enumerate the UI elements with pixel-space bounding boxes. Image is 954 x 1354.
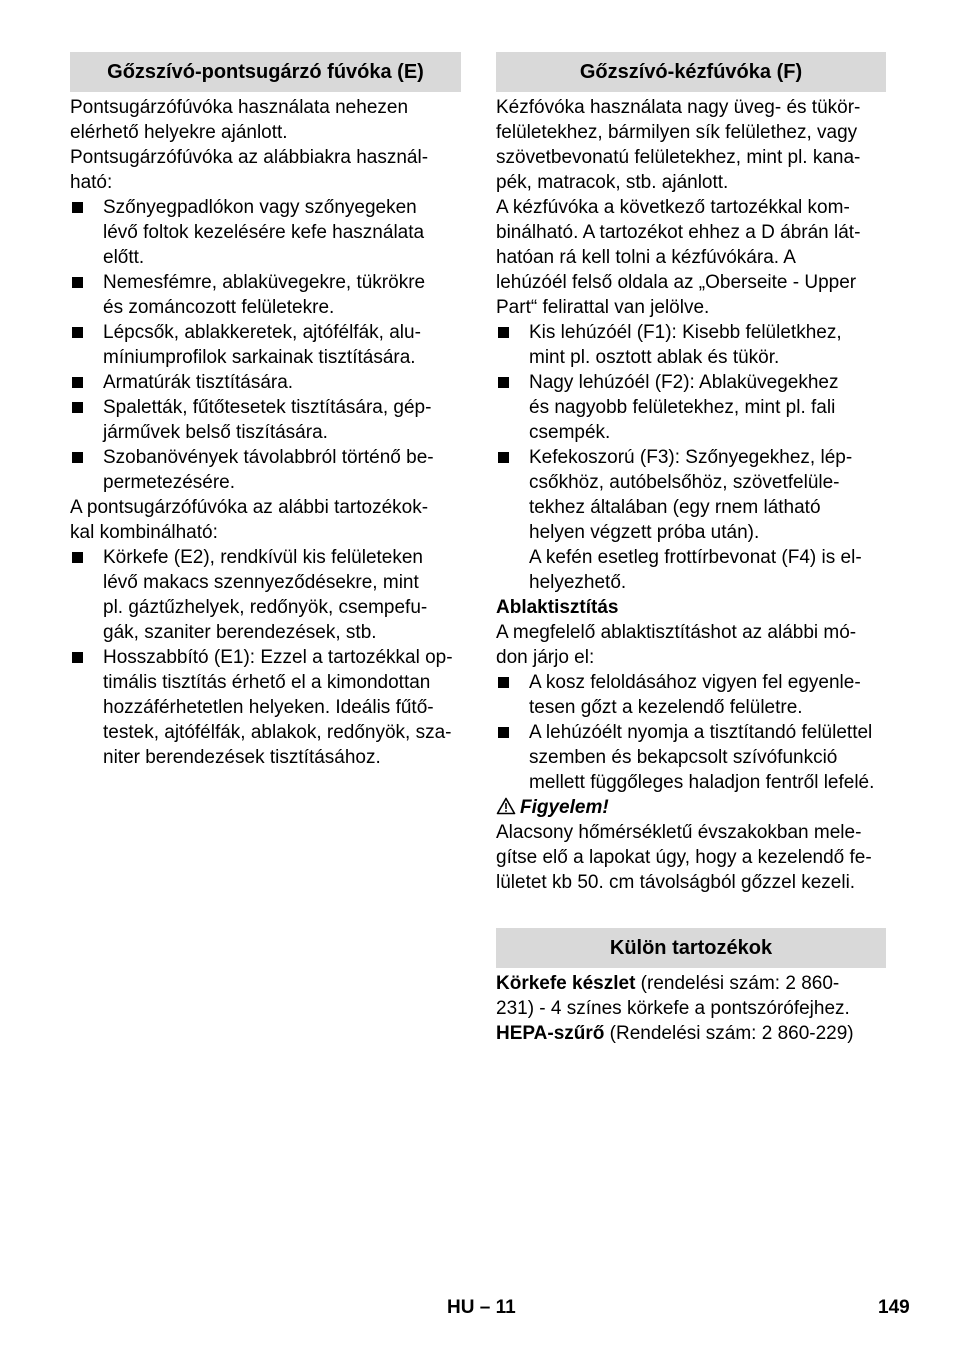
intro-paragraph: A kézfúvóka a következő tartozékkal kom- binálható. A tartozékot ehhez a D ábrán lát- hatóan rá kell tolni a kézfúvókára. A lehúzóél felső oldala az „Oberseite - Upper Part“ felirattal van jelölve. — [496, 197, 861, 318]
footer-language-code: HU – 11 — [447, 1297, 516, 1318]
section-heading-hand-nozzle: Gőzszívó-kézfúvóka (F) — [496, 52, 886, 92]
bullet-icon — [72, 552, 83, 563]
bullet-icon — [498, 327, 509, 338]
bullet-icon — [72, 327, 83, 338]
accessory-text: (Rendelési szám: 2 860-229) — [604, 1023, 854, 1044]
window-cleaning-intro: A megfelelő ablaktisztításhot az alábbi mó- don járjo el: — [496, 622, 857, 668]
warning-label: Figyelem! — [520, 797, 609, 818]
accessory-intro: A pontsugárzófúvóka az alábbi tartozékok- kal kombinálható: — [70, 497, 429, 543]
page-number: 149 — [878, 1297, 910, 1318]
window-steps-list — [496, 670, 886, 795]
bullet-icon — [498, 377, 509, 388]
accessory-list — [70, 545, 461, 770]
accessory-name: HEPA-szűrő — [496, 1023, 605, 1044]
bullet-icon — [72, 452, 83, 463]
intro-paragraph: Pontsugárzófúvóka használata nehezen elérhető helyekre ajánlott. — [70, 97, 409, 143]
window-cleaning-heading: Ablaktisztítás — [496, 597, 619, 618]
section-heading-point-nozzle: Gőzszívó-pontsugárzó fúvóka (E) — [70, 52, 461, 92]
bullet-icon — [72, 202, 83, 213]
list-item: Lépcsők, ablakkeretek, ajtófélfák, alu- míniumprofilok sarkainak tisztítására. — [70, 320, 461, 370]
section-heading-accessories: Külön tartozékok — [496, 928, 886, 968]
bullet-icon — [498, 727, 509, 738]
list-item: Kis lehúzóél (F1): Kisebb felületkhez, mint pl. osztott ablak és tükör. — [496, 320, 886, 370]
bullet-icon — [72, 377, 83, 388]
list-item: Armatúrák tisztítására. — [70, 370, 461, 395]
warning-triangle-icon — [496, 797, 516, 815]
list-item: Hosszabbító (E1): Ezzel a tartozékkal op- timális tisztítás érhető el a kimondottan hozzáférhetetlen helyeken. Ideális fűtő- testek, ajtófélfák, ablakok, redőnyök, sza- niter berendezések tisztításához. — [70, 645, 461, 770]
bullet-icon — [72, 277, 83, 288]
intro-paragraph: Kézfóvóka használata nagy üveg- és tükör- felületekhez, bármilyen sík felülethez, vagy szövetbevonatú felületekhez, mint pl. kana- pék, matracok, stb. ajánlott. — [496, 97, 861, 193]
bullet-icon — [498, 452, 509, 463]
attachments-list — [496, 320, 886, 595]
accessory-item — [496, 1021, 886, 1046]
list-item: Szőnyegpadlókon vagy szőnyegeken lévő foltok kezelésére kefe használata előtt. — [70, 195, 461, 270]
right-column — [496, 52, 886, 1046]
warning-text: Alacsony hőmérsékletű évszakokban mele- gítse elő a lapokat úgy, hogy a kezelendő fe- lületet kb 50. cm távolságból gőzzel kezeli. — [496, 822, 872, 893]
list-item: Spaletták, fűtőtesetek tisztítására, gép- járművek belső tiszítására. — [70, 395, 461, 445]
accessory-name: Körkefe készlet — [496, 973, 636, 994]
uses-list — [70, 195, 461, 495]
bullet-icon — [72, 402, 83, 413]
list-item: Nagy lehúzóél (F2): Ablaküvegekhez és nagyobb felületekhez, mint pl. fali csempék. — [496, 370, 886, 445]
list-item: Körkefe (E2), rendkívül kis felületeken lévő makacs szennyeződésekre, mint pl. gáztűzhelyek, redőnyök, csempefu- gák, szaniter berendezések, stb. — [70, 545, 461, 645]
left-column — [70, 52, 461, 770]
list-item: A kosz feloldásához vigyen fel egyenle- tesen gőzt a kezelendő felületre. — [496, 670, 886, 720]
list-item: Szobanövények távolabbról történő be- permetezésére. — [70, 445, 461, 495]
list-item: Nemesfémre, ablaküvegekre, tükrökre és zománcozott felületekre. — [70, 270, 461, 320]
list-item: A lehúzóélt nyomja a tisztítandó felülettel szemben és bekapcsolt szívófunkció mellett függőleges haladjon fentről lefelé. — [496, 720, 886, 795]
accessory-item — [496, 971, 886, 1021]
bullet-icon — [72, 652, 83, 663]
accessory-text: (rendelési szám: 2 860- 231) - 4 színes körkefe a pontszórófejhez. — [496, 973, 850, 1019]
list-item: Kefekoszorú (F3): Szőnyegekhez, lép- csőkhöz, autóbelsőhöz, szövetfelüle- tekhez általában (egy rnem látható helyen végzett próba után). A kefén esetleg frottírbevonat (F4) is el- helyezhető. — [496, 445, 886, 595]
bullet-icon — [498, 677, 509, 688]
warning-heading — [496, 795, 886, 820]
intro-paragraph: Pontsugárzófúvóka az alábbiakra használ- ható: — [70, 147, 429, 193]
